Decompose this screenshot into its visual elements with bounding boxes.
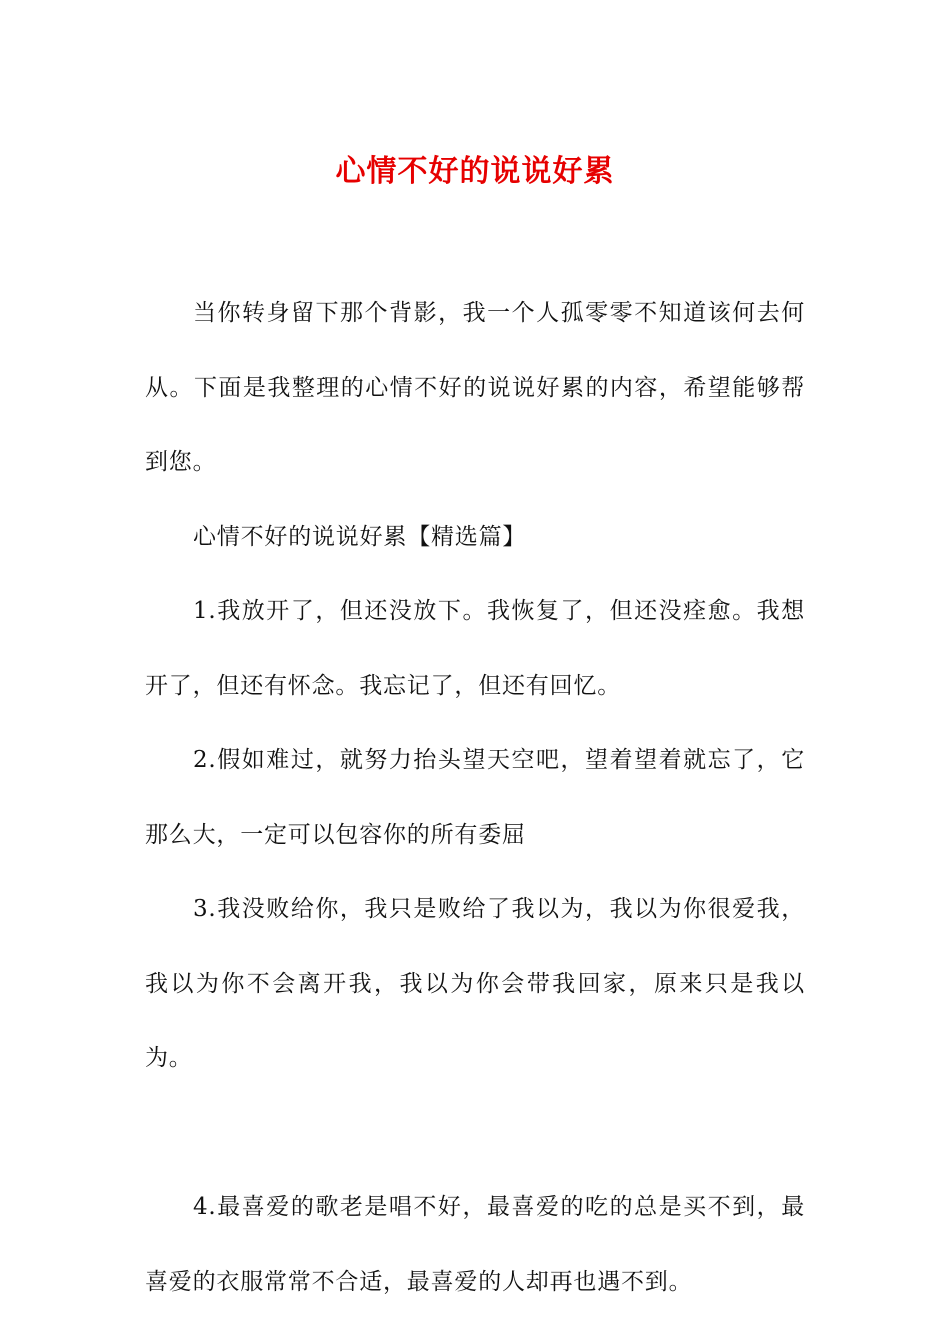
quote-paragraph-1: 1.我放开了，但还没放下。我恢复了，但还没痊愈。我想开了，但还有怀念。我忘记了，但还有回忆。 xyxy=(145,598,805,699)
section-heading: 心情不好的说说好累【精选篇】 xyxy=(193,523,527,550)
quote-paragraph-3: 3.我没败给你，我只是败给了我以为，我以为你很爱我，我以为你不会离开我，我以为你会带我回家，原来只是我以为。 xyxy=(145,896,805,1071)
quote-paragraph-4: 4.最喜爱的歌老是唱不好，最喜爱的吃的总是买不到，最喜爱的衣服常常不合适，最喜爱的人却再也遇不到。 xyxy=(145,1194,805,1295)
document-body xyxy=(145,276,805,1319)
quote-paragraph-2: 2.假如难过，就努力抬头望天空吧，望着望着就忘了，它那么大，一定可以包容你的所有委屈 xyxy=(145,747,805,848)
document-title: 心情不好的说说好累 xyxy=(335,154,615,189)
paragraph-spacer xyxy=(145,1096,805,1171)
intro-paragraph: 当你转身留下那个背影，我一个人孤零零不知道该何去何从。下面是我整理的心情不好的说说好累的内容，希望能够帮到您。 xyxy=(145,300,805,475)
